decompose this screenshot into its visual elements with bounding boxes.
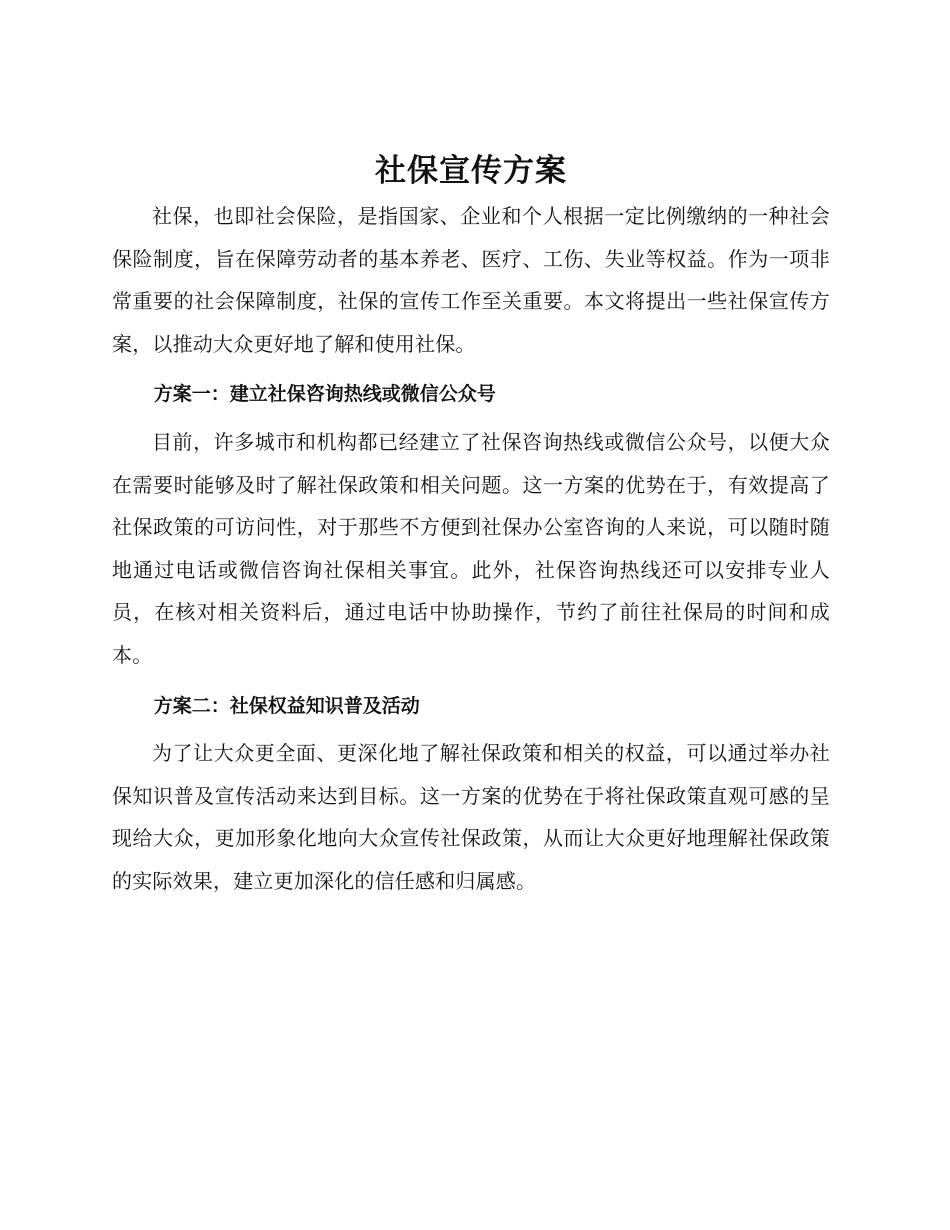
- document-page: [112, 148, 830, 902]
- section-heading-plan-1: 方案一：建立社保咨询热线或微信公众号: [153, 383, 496, 405]
- intro-paragraph: 社保，也即社会保险，是指国家、企业和个人根据一定比例缴纳的一种社会保险制度，旨在保障劳动者的基本养老、医疗、工伤、失业等权益。作为一项非常重要的社会保障制度，社保的宣传工作至关重要。本文将提出一些社保宣传方案，以推动大众更好地了解和使用社保。: [112, 204, 830, 356]
- section-body-plan-2: 为了让大众更全面、更深化地了解社保政策和相关的权益，可以通过举办社保知识普及宣传活动来达到目标。这一方案的优势在于将社保政策直观可感的呈现给大众，更加形象化地向大众宣传社保政策，从而让大众更好地理解社保政策的实际效果，建立更加深化的信任感和归属感。: [112, 741, 830, 893]
- section-heading-plan-2: 方案二：社保权益知识普及活动: [153, 695, 420, 717]
- section-body-plan-1: 目前，许多城市和机构都已经建立了社保咨询热线或微信公众号，以便大众在需要时能够及时了解社保政策和相关问题。这一方案的优势在于，有效提高了社保政策的可访问性，对于那些不方便到社保办公室咨询的人来说，可以随时随地通过电话或微信咨询社保相关事宜。此外，社保咨询热线还可以安排专业人员，在核对相关资料后，通过电话中协助操作，节约了前往社保局的时间和成本。: [112, 430, 830, 667]
- document-title: 社保宣传方案: [375, 153, 567, 189]
